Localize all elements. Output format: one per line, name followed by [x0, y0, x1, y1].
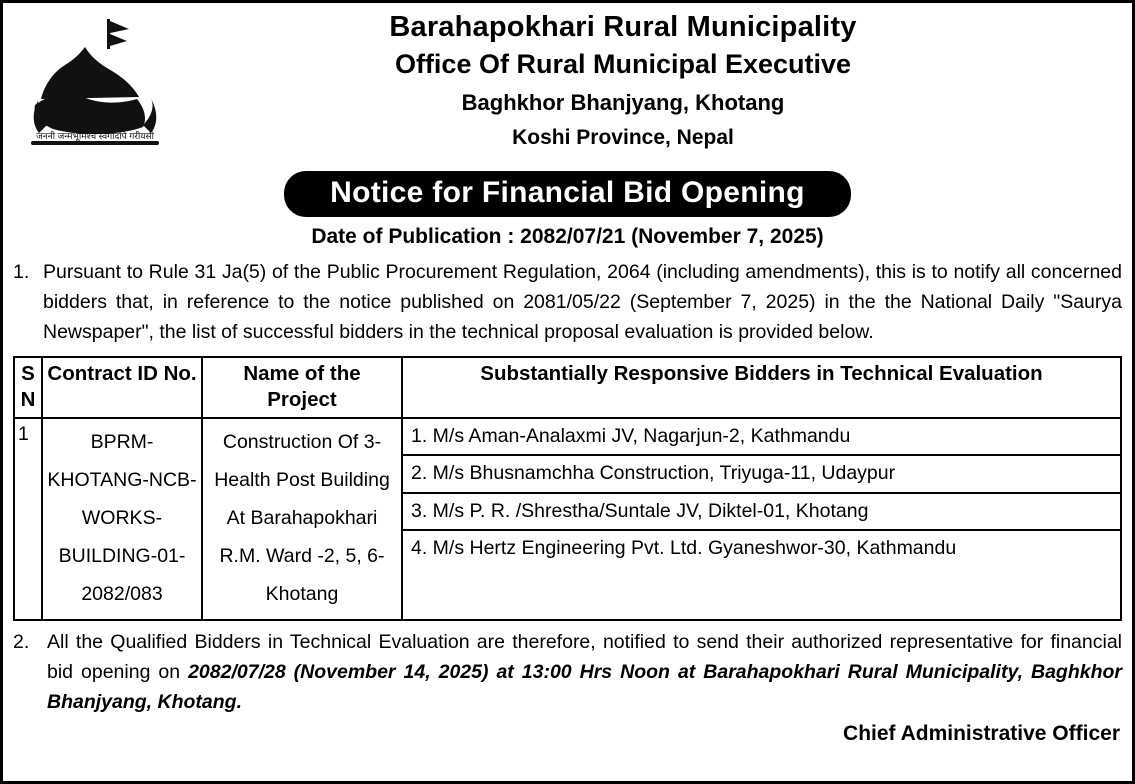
header-bidders: Substantially Responsive Bidders in Technical Evaluation — [402, 357, 1121, 418]
bidder-item: 1. M/s Aman-Analaxmi JV, Nagarjun-2, Kathmandu — [403, 419, 1120, 456]
bidder-item: 3. M/s P. R. /Shrestha/Suntale JV, Diktel-01, Khotang — [403, 494, 1120, 531]
paragraph-2-lead: All the Qualified Bidders in Technical Evaluation are therefore, notified to send their authorized representative for financial bid opening on — [47, 631, 1122, 684]
office-name: Office Of Rural Municipal Executive — [394, 49, 852, 80]
paragraph-2 — [13, 627, 1122, 718]
municipality-name: Barahapokhari Rural Municipality — [389, 11, 857, 43]
office-address: Baghkhor Bhanjyang, Khotang — [461, 90, 785, 116]
header-contract-id: Contract ID No. — [42, 357, 202, 418]
cell-sn: 1 — [14, 418, 42, 620]
table-row — [14, 418, 1121, 620]
document-header — [13, 9, 1122, 163]
notice-title: Notice for Financial Bid Opening — [284, 171, 851, 217]
paragraph-1-text: Pursuant to Rule 31 Ja(5) of the Public Procurement Regulation, 2064 (including amendments), this is to notify all concerned bidders that, in reference to the notice published on 2081/05/22 (September 7, 2025) in the the National Daily "Saurya Newspaper", the list of successful bidders in the technical proposal evaluation is provided below. — [43, 261, 1122, 344]
notice-banner-wrap — [13, 171, 1122, 217]
cell-project: Construction Of 3-Health Post Building At Barahapokhari R.M. Ward -2, 5, 6- Khotang — [202, 418, 402, 620]
table-header-row — [14, 357, 1121, 418]
cell-bidders — [402, 418, 1121, 620]
publication-date: Date of Publication : 2082/07/21 (November 7, 2025) — [311, 225, 824, 248]
paragraph-1-number: 1. — [13, 261, 30, 283]
header-sn: S N — [14, 357, 42, 418]
signoff-title: Chief Administrative Officer — [843, 721, 1120, 745]
nepal-emblem-icon — [13, 9, 178, 163]
bidder-item: 2. M/s Bhusnamchha Construction, Triyuga-11, Udaypur — [403, 456, 1120, 493]
bidders-table — [13, 356, 1122, 621]
paragraph-2-emphasis: 2082/07/28 (November 14, 2025) at 13:00 Hrs Noon at Barahapokhari Rural Municipality, Baghkhor Bhanjyang, Khotang. — [47, 661, 1122, 714]
office-province: Koshi Province, Nepal — [512, 126, 734, 150]
header-project: Name of the Project — [202, 357, 402, 418]
bidder-item: 4. M/s Hertz Engineering Pvt. Ltd. Gyaneshwor-30, Kathmandu — [411, 537, 957, 560]
paragraph-2-text — [47, 627, 1122, 718]
cell-contract-id: BPRM-KHOTANG-NCB-WORKS-BUILDING-01-2082/083 — [42, 418, 202, 620]
header-titles — [184, 9, 1122, 152]
paragraph-2-number: 2. — [13, 631, 30, 654]
paragraph-1 — [13, 257, 1122, 348]
svg-text:जननी जन्मभूमिश्च स्वर्गादपि गर: जननी जन्मभूमिश्च स्वर्गादपि गरीयसी — [35, 131, 154, 141]
